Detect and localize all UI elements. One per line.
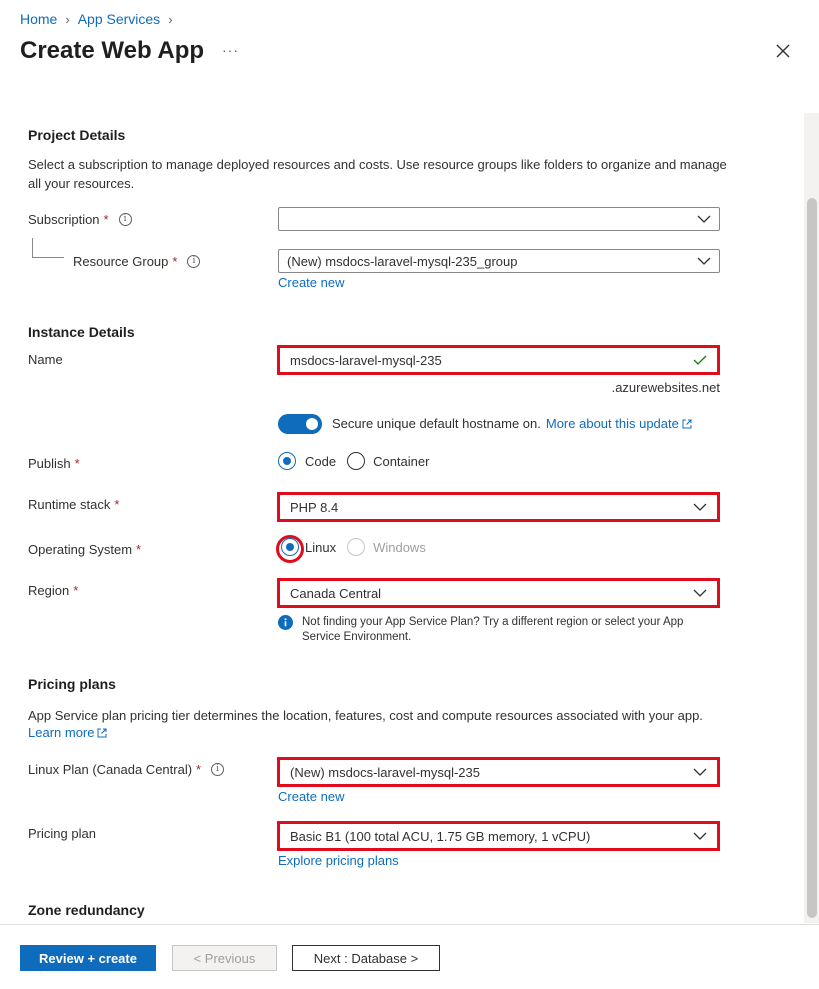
learn-more-link[interactable]: Learn more — [28, 725, 95, 740]
domain-suffix: .azurewebsites.net — [611, 380, 720, 395]
runtime-stack-label — [28, 497, 119, 512]
secure-hostname-row — [332, 416, 692, 431]
resource-group-label-text: Resource Group — [73, 254, 169, 269]
instance-details-heading: Instance Details — [28, 324, 135, 340]
info-icon[interactable]: i — [187, 255, 200, 268]
breadcrumb-home[interactable]: Home — [20, 11, 58, 27]
linux-plan-value: (New) msdocs-laravel-mysql-235 — [290, 764, 480, 780]
chevron-right-icon: › — [168, 11, 173, 27]
region-value: Canada Central — [290, 585, 382, 601]
create-new-resource-group-link[interactable]: Create new — [278, 275, 345, 290]
os-linux-label[interactable]: Linux — [305, 539, 337, 555]
runtime-stack-dropdown[interactable] — [277, 492, 720, 522]
runtime-stack-label-text: Runtime stack — [28, 497, 111, 512]
chevron-right-icon: › — [65, 11, 70, 27]
pricing-plans-heading: Pricing plans — [28, 676, 116, 692]
secure-hostname-text: Secure unique default hostname on. — [332, 416, 541, 431]
chevron-down-icon — [693, 588, 707, 598]
region-note: Not finding your App Service Plan? Try a different region or select your App Service Environment. — [302, 616, 684, 643]
publish-label-text: Publish — [28, 456, 71, 471]
checkmark-icon — [693, 355, 707, 365]
external-link-icon[interactable] — [97, 728, 107, 738]
region-dropdown[interactable] — [277, 578, 720, 608]
info-icon[interactable]: i — [119, 213, 132, 226]
os-linux-radio[interactable] — [281, 538, 299, 556]
os-windows-radio[interactable] — [347, 538, 365, 556]
resource-group-dropdown[interactable] — [278, 249, 720, 273]
chevron-down-icon — [693, 831, 707, 841]
next-database-button[interactable]: Next : Database > — [292, 945, 440, 971]
publish-code-radio[interactable] — [278, 452, 296, 470]
info-icon[interactable]: i — [211, 763, 224, 776]
more-about-update-link[interactable]: More about this update — [545, 416, 679, 431]
publish-container-radio[interactable] — [347, 452, 365, 470]
close-icon[interactable] — [774, 42, 792, 60]
operating-system-label-text: Operating System — [28, 542, 133, 557]
required-marker: * — [103, 212, 109, 227]
project-details-description: Select a subscription to manage deployed resources and costs. Use resource groups like folders to organize and manage all your resources. — [28, 157, 727, 191]
subscription-label — [28, 212, 132, 227]
name-label-text: Name — [28, 352, 63, 367]
runtime-stack-value: PHP 8.4 — [290, 499, 339, 515]
name-value: msdocs-laravel-mysql-235 — [290, 352, 442, 368]
secure-hostname-toggle[interactable] — [278, 414, 322, 434]
previous-button[interactable]: < Previous — [172, 945, 277, 971]
pricing-plan-label — [28, 826, 96, 841]
review-create-button[interactable]: Review + create — [20, 945, 156, 971]
publish-code-label[interactable]: Code — [305, 453, 337, 469]
chevron-down-icon — [697, 214, 711, 224]
pricing-plan-label-text: Pricing plan — [28, 826, 96, 841]
publish-container-label[interactable]: Container — [373, 453, 430, 469]
required-marker: * — [73, 583, 79, 598]
linux-plan-dropdown[interactable] — [277, 757, 720, 787]
region-label-text: Region — [28, 583, 70, 598]
region-label — [28, 583, 78, 598]
create-new-plan-link[interactable]: Create new — [278, 789, 345, 804]
pricing-plans-description: App Service plan pricing tier determines the location, features, cost and compute resources associated with your app. — [28, 708, 703, 723]
publish-radio-group — [278, 452, 429, 470]
name-input[interactable] — [277, 345, 720, 375]
linux-plan-label — [28, 762, 224, 777]
os-radio-group — [281, 538, 426, 556]
info-filled-icon — [278, 615, 293, 630]
required-marker: * — [196, 762, 202, 777]
resource-group-value: (New) msdocs-laravel-mysql-235_group — [287, 253, 518, 269]
more-options-button[interactable]: ··· — [222, 42, 239, 58]
publish-label — [28, 456, 80, 471]
operating-system-label — [28, 542, 141, 557]
page-title: Create Web App — [20, 37, 205, 64]
chevron-down-icon — [697, 256, 711, 266]
project-details-heading: Project Details — [28, 127, 126, 143]
required-marker: * — [74, 456, 80, 471]
footer-divider — [0, 924, 819, 925]
subscription-label-text: Subscription — [28, 212, 100, 227]
required-marker: * — [172, 254, 178, 269]
external-link-icon[interactable] — [682, 419, 692, 429]
resource-group-label — [73, 254, 200, 269]
explore-pricing-plans-link[interactable]: Explore pricing plans — [278, 853, 399, 868]
os-windows-label[interactable]: Windows — [373, 539, 426, 555]
linux-plan-label-text: Linux Plan (Canada Central) — [28, 762, 193, 777]
required-marker: * — [136, 542, 142, 557]
name-label — [28, 352, 63, 367]
scrollbar-thumb[interactable] — [807, 198, 817, 918]
zone-redundancy-heading: Zone redundancy — [28, 902, 145, 918]
pricing-plan-dropdown[interactable] — [277, 821, 720, 851]
chevron-down-icon — [693, 767, 707, 777]
tree-connector — [32, 238, 64, 258]
breadcrumb — [20, 11, 181, 27]
chevron-down-icon — [693, 502, 707, 512]
required-marker: * — [114, 497, 120, 512]
pricing-plan-value: Basic B1 (100 total ACU, 1.75 GB memory, 1 vCPU) — [290, 828, 591, 844]
breadcrumb-app-services[interactable]: App Services — [77, 11, 161, 27]
subscription-dropdown[interactable] — [278, 207, 720, 231]
learn-more-row — [28, 725, 107, 740]
